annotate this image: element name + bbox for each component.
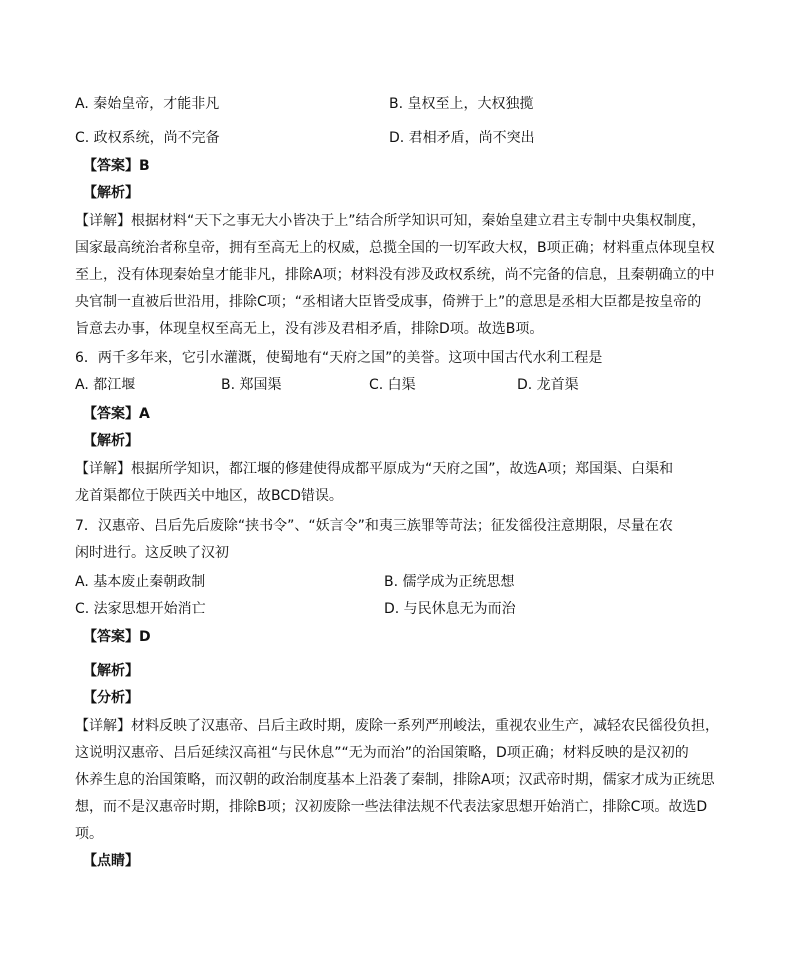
q7-detail-line-5: 项。: [75, 826, 103, 842]
answer-value: A: [139, 406, 150, 422]
q5-detail-line-5: 旨意去办事，体现皇权至高无上，没有涉及君相矛盾，排除D项。故选B项。: [75, 321, 544, 337]
q6-detail-line-2: 龙首渠都位于陕西关中地区，故BCD错误。: [75, 488, 343, 504]
q5-option-c: C. 政权系统，尚不完备: [75, 130, 220, 146]
answer-label: 【答案】: [83, 406, 139, 422]
q6-option-a: A. 都江堰: [75, 377, 136, 393]
q5-analysis-label: 【解析】: [83, 185, 139, 201]
q5-detail-line-4: 央官制一直被后世沿用，排除C项；“丞相诸大臣皆受成事，倚辨于上”的意思是丞相大臣都是按皇帝的: [75, 294, 702, 310]
q6-detail-line-1: 【详解】根据所学知识，都江堰的修建使得成都平原成为“天府之国”，故选A项；郑国渠、白渠和: [75, 461, 674, 477]
answer-label: 【答案】: [83, 629, 139, 645]
q7-option-d: D. 与民休息无为而治: [384, 601, 516, 617]
q6-stem: 6．两千多年来，它引水灌溉，使蜀地有“天府之国”的美誉。这项中国古代水利工程是: [75, 350, 603, 366]
answer-value: B: [139, 158, 150, 174]
q7-answer: [83, 627, 151, 647]
q5-option-a: A. 秦始皇帝，才能非凡: [75, 96, 220, 112]
q7-detail-line-2: 这说明汉惠帝、吕后延续汉高祖“与民休息”“无为而治”的治国策略，D项正确；材料反映的是汉初的: [75, 745, 689, 761]
q6-option-d: D. 龙首渠: [517, 377, 579, 393]
q5-answer: [83, 156, 150, 176]
q5-detail-line-3: 至上，没有体现秦始皇才能非凡，排除A项；材料没有涉及政权系统，尚不完备的信息，且秦朝确立的中: [75, 267, 715, 283]
q7-analysis2-label: 【分析】: [83, 690, 139, 706]
q7-detail-line-1: 【详解】材料反映了汉惠帝、吕后主政时期，废除一系列严刑峻法，重视农业生产，减轻农民徭役负担，: [75, 718, 719, 734]
q6-option-b: B. 郑国渠: [221, 377, 282, 393]
q5-option-d: D. 君相矛盾，尚不突出: [389, 130, 535, 146]
q7-option-c: C. 法家思想开始消亡: [75, 601, 206, 617]
q7-comment-label: 【点睛】: [83, 853, 139, 869]
answer-value: D: [139, 629, 151, 645]
q5-option-b: B. 皇权至上，大权独揽: [389, 96, 534, 112]
answer-label: 【答案】: [83, 158, 139, 174]
q6-answer: [83, 404, 150, 424]
q7-detail-line-3: 休养生息的治国策略，而汉朝的政治制度基本上沿袭了秦制，排除A项；汉武帝时期，儒家才成为正统思: [75, 772, 715, 788]
q7-detail-line-4: 想，而不是汉惠帝时期，排除B项；汉初废除一些法律法规不代表法家思想开始消亡，排除C项。故选D: [75, 799, 708, 815]
q5-detail-line-2: 国家最高统治者称皇帝，拥有至高无上的权威，总揽全国的一切军政大权，B项正确；材料重点体现皇权: [75, 240, 715, 256]
q7-analysis-label: 【解析】: [83, 663, 139, 679]
q5-detail-line-1: 【详解】根据材料“天下之事无大小皆决于上”结合所学知识可知，秦始皇建立君主专制中央集权制度，: [75, 213, 706, 229]
q7-option-a: A. 基本废止秦朝政制: [75, 574, 206, 590]
q7-option-b: B. 儒学成为正统思想: [384, 574, 515, 590]
q6-option-c: C. 白渠: [369, 377, 416, 393]
q6-analysis-label: 【解析】: [83, 433, 139, 449]
q7-stem-line-1: 7．汉惠帝、吕后先后废除“挟书令”、“妖言令”和夷三族罪等苛法；征发徭役注意期限，尽量在农: [75, 518, 673, 534]
q7-stem-line-2: 闲时进行。这反映了汉初: [75, 545, 229, 561]
